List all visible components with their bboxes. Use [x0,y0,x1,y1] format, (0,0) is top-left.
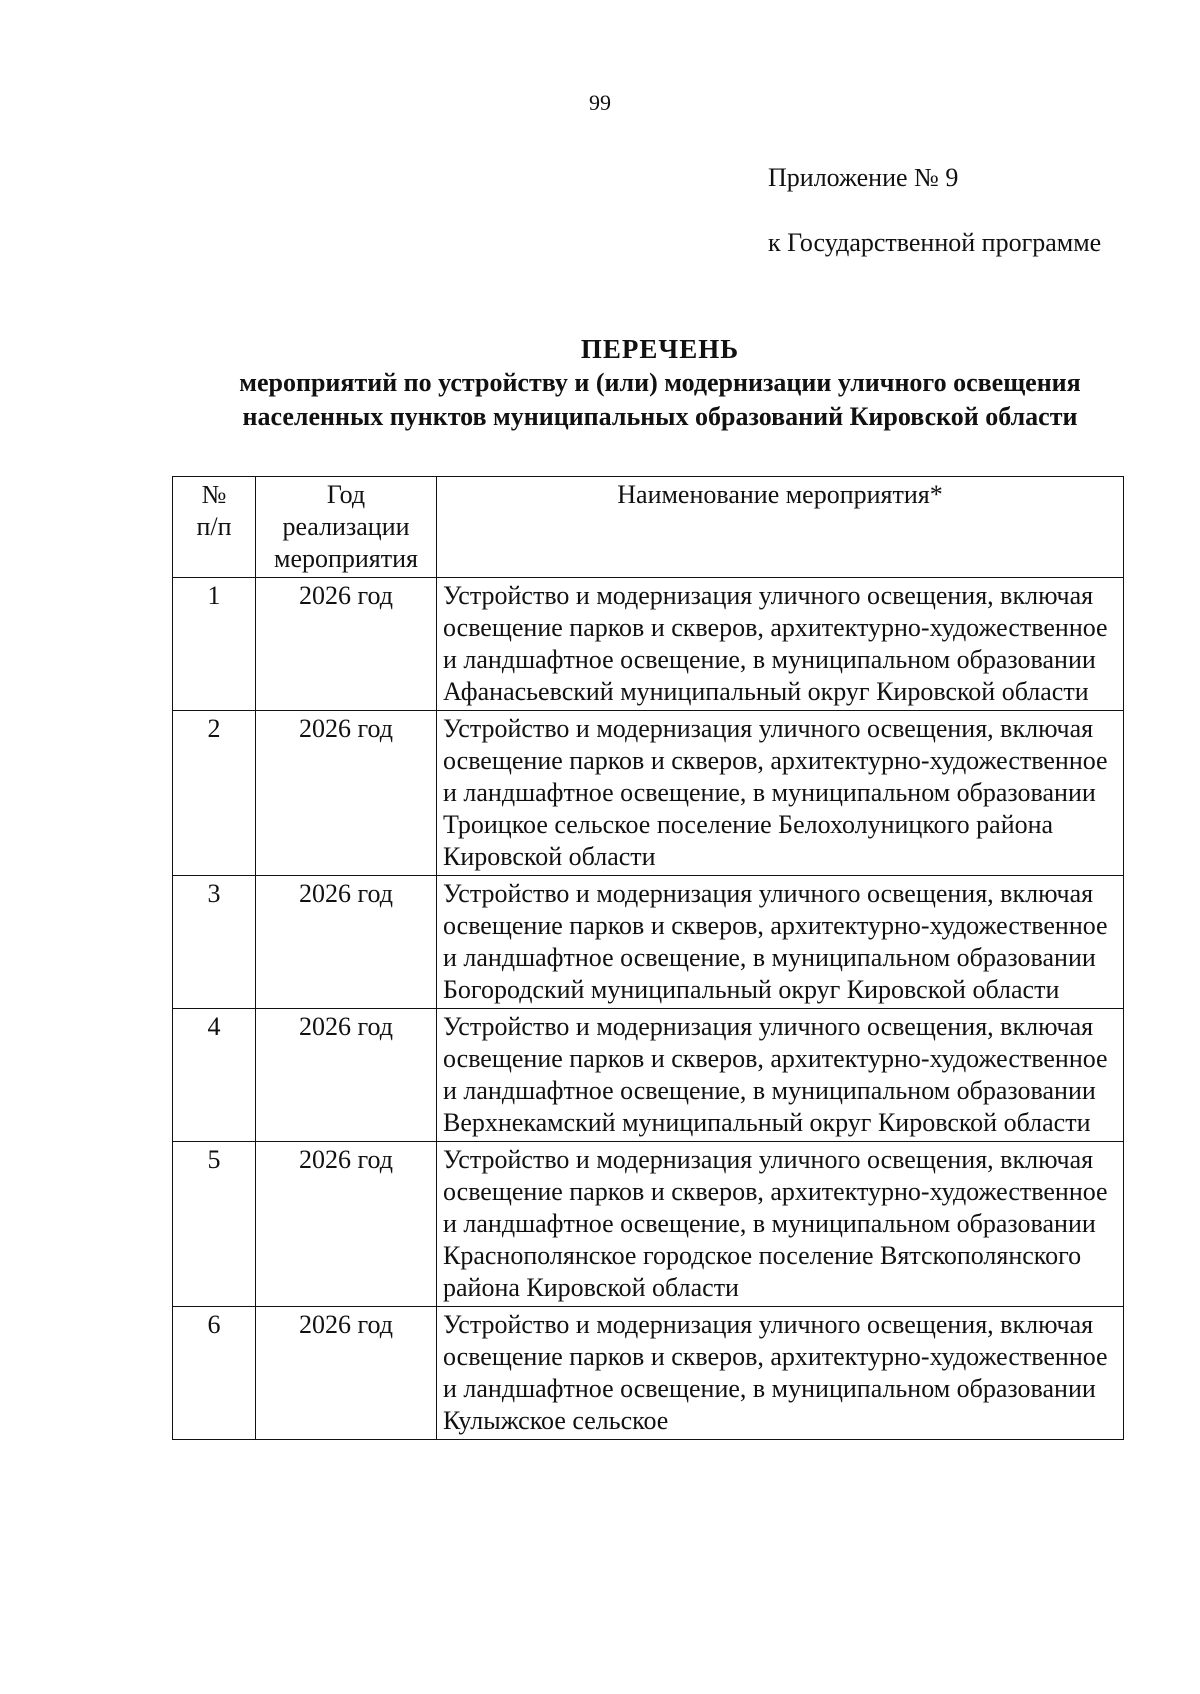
title-line-1: мероприятий по устройству и (или) модернизации уличного освещения [239,368,1081,397]
row-name: Устройство и модернизация уличного освещения, включая освещение парков и скверов, архитектурно-художественное и ландшафтное освещение, в муниципальном образовании Богородский муниципальный округ Кировской области [437,876,1124,1009]
row-name: Устройство и модернизация уличного освещения, включая освещение парков и скверов, архитектурно-художественное и ландшафтное освещение, в муниципальном образовании Краснополянское городское поселение Вятскополянского района Кировской области [437,1142,1124,1307]
title-main: ПЕРЕЧЕНЬ [580,334,740,364]
row-name: Устройство и модернизация уличного освещения, включая освещение парков и скверов, архитектурно-художественное и ландшафтное освещение, в муниципальном образовании Афанасьевский муниципальный округ Кировской области [437,578,1124,711]
document-title [160,332,1160,434]
header-number-line-1: № [201,480,227,509]
table-row [173,1009,1124,1142]
row-number: 1 [173,578,256,711]
row-year: 2026 год [256,578,437,711]
row-year: 2026 год [256,876,437,1009]
row-number: 5 [173,1142,256,1307]
row-number: 2 [173,711,256,876]
header-number [173,477,256,578]
program-label: к Государственной программе [768,228,1102,257]
header-name: Наименование мероприятия* [437,477,1124,578]
row-year: 2026 год [256,1307,437,1440]
page-number: 99 [589,90,611,115]
measures-table [172,476,1124,1440]
row-name: Устройство и модернизация уличного освещения, включая освещение парков и скверов, архитектурно-художественное и ландшафтное освещение, в муниципальном образовании Верхнекамский муниципальный округ Кировской области [437,1009,1124,1142]
header-year-line-1: Год [326,480,366,509]
table-row [173,578,1124,711]
header-number-line-2: п/п [196,512,232,541]
row-number: 4 [173,1009,256,1142]
table-row [173,1142,1124,1307]
header-year-line-3: мероприятия [273,544,418,573]
title-line-2: населенных пунктов муниципальных образований Кировской области [242,402,1078,431]
table-row [173,876,1124,1009]
row-name: Устройство и модернизация уличного освещения, включая освещение парков и скверов, архитектурно-художественное и ландшафтное освещение, в муниципальном образовании Кулыжское сельское [437,1307,1124,1440]
row-name: Устройство и модернизация уличного освещения, включая освещение парков и скверов, архитектурно-художественное и ландшафтное освещение, в муниципальном образовании Троицкое сельское поселение Белохолуницкого района Кировской области [437,711,1124,876]
row-year: 2026 год [256,1009,437,1142]
table-header-row [173,477,1124,578]
row-year: 2026 год [256,711,437,876]
appendix-label: Приложение № 9 [768,163,959,192]
table-row [173,711,1124,876]
header-year-line-2: реализации [282,512,410,541]
row-year: 2026 год [256,1142,437,1307]
row-number: 6 [173,1307,256,1440]
table-row [173,1307,1124,1440]
header-year [256,477,437,578]
row-number: 3 [173,876,256,1009]
